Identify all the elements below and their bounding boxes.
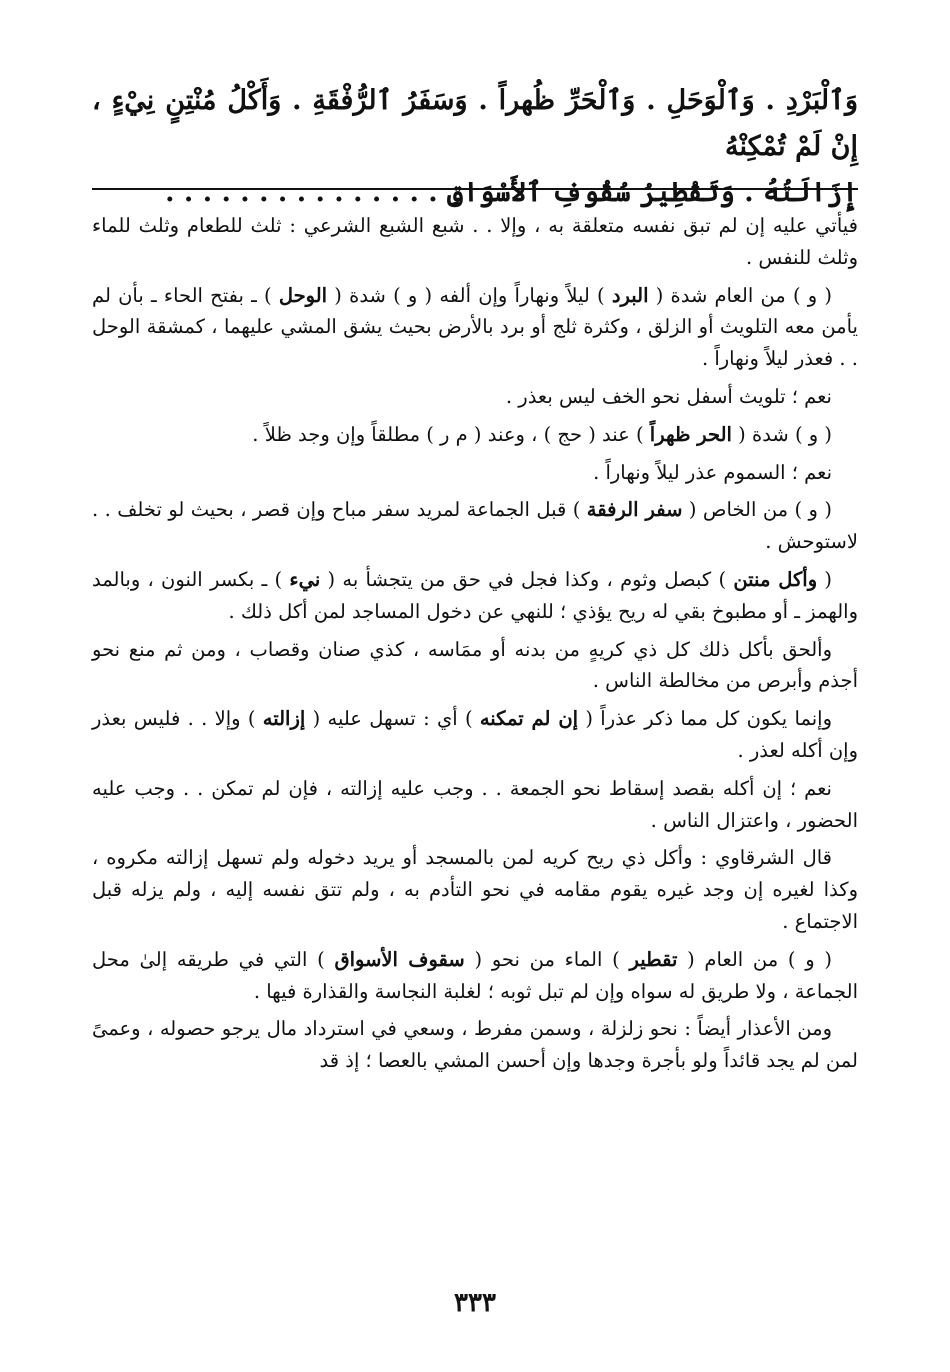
bold-term: وأكل منتن xyxy=(733,567,818,591)
separator-rule xyxy=(92,188,858,190)
paragraph-2: ( و ) من العام شدة ( البرد ) ليلاً ونهاراً وإن ألفه ( و ) شدة ( الوحل ) ـ بفتح الحاء ـ بأن لم يأمن معه التلويث أو الزلق ، وكثرة ثلج أو برد بالأرض بحيث يشق المشي عليهما ، كمشقة الوحل . . فعذر ليلاً ونهاراً . xyxy=(92,283,858,371)
paragraph-8: وألحق بأكل ذلك كل ذي كريهٍ من بدنه أو ممَاسه ، كذي صنان وقصاب ، ومن ثم منع نحو أجذم وأبرص من مخالطة الناس . xyxy=(92,637,858,693)
paragraph-7: ( وأكل منتن ) كبصل وثوم ، وكذا فجل في حق من يتجشأ به ( نيء ) ـ بكسر النون ، وبالمد والهمز ـ أو مطبوخ بقي له ريح يؤذي ؛ للنهي عن دخول المساجد لمن أكل ذلك . xyxy=(92,567,858,623)
matn-dots: . . . . . . . . . . . . . . . xyxy=(165,177,438,208)
commentary-text xyxy=(92,210,858,1083)
bold-term: نيء xyxy=(289,567,321,591)
bold-term: سقوف الأسواق xyxy=(334,947,465,971)
matn-text xyxy=(92,78,858,216)
paragraph-3: نعم ؛ تلويث أسفل نحو الخف ليس بعذر . xyxy=(505,384,832,408)
page-number: ٣٣٣ xyxy=(454,1288,496,1318)
bold-term: إزالته xyxy=(262,707,306,731)
bold-term: الوحل xyxy=(278,283,328,307)
bold-term: إن لم تمكنه xyxy=(479,707,579,731)
paragraph-11: قال الشرقاوي : وأكل ذي ريح كريه لمن بالمسجد أو يريد دخوله ولم تسهل إزالته مكروه ، وكذا لغيره إن وجد غيره يقوم مقامه في نحو التأدم به ، ولم تتق نفسه إليه ، ولم يزله قبل الاجتماع . xyxy=(92,846,858,933)
paragraph-4: ( و ) شدة ( الحر ظهراً ) عند ( حج ) ، وعند ( م ر ) مطلقاً وإن وجد ظلاً . xyxy=(252,422,832,446)
bold-term: الحر ظهراً xyxy=(649,422,732,446)
bold-term: سفر الرفقة xyxy=(586,498,683,522)
bold-term: تقطير xyxy=(629,947,678,971)
bold-term: البرد xyxy=(611,283,649,307)
matn-line-2: إِزَالَتُهُ . وَتَقْطِيرُ سُقُوفِ ٱلأَسْوَاقِ xyxy=(447,177,858,208)
paragraph-10: نعم ؛ إن أكله بقصد إسقاط نحو الجمعة . . وجب عليه إزالته ، فإن لم تمكن . . وجب عليه الحضور ، واعتزال الناس . xyxy=(92,776,858,832)
paragraph-1: فيأتي عليه إن لم تبق نفسه متعلقة به ، وإلا . . شبع الشبع الشرعي : ثلث للطعام وثلث للماء وثلث للنفس . xyxy=(92,214,858,269)
paragraph-9: وإنما يكون كل مما ذكر عذراً ( إن لم تمكنه ) أي : تسهل عليه ( إزالته ) وإلا . . فليس بعذر وإن أكله لعذر . xyxy=(92,707,858,762)
paragraph-6: ( و ) من الخاص ( سفر الرفقة ) قبل الجماعة لمريد سفر مباح وإن قصر ، بحيث لو تخلف . . لاستوحش . xyxy=(92,498,858,554)
matn-line-1: وَٱلْبَرْدِ . وَٱلْوَحَلِ . وَٱلْحَرِّ ظُهراً . وَسَفَرُ ٱلرُّفْقَةِ . وَأَكْلُ مُنْتِنٍ نِيْءٍ ، إِنْ لَمْ تُمْكِنْهُ xyxy=(92,85,858,162)
paragraph-13: ومن الأعذار أيضاً : نحو زلزلة ، وسمن مفرط ، وسعي في استرداد مال يرجو حصوله ، وعمىً لمن لم يجد قائداً ولو بأجرة وجدها وإن أحسن المشي بالعصا ؛ إذ قد xyxy=(92,1017,858,1073)
paragraph-12: ( و ) من العام ( تقطير ) الماء من نحو ( سقوف الأسواق ) التي في طريقه إلىٰ محل الجماعة ، ولا طريق له سواه وإن لم تبل ثوبه ؛ لغلبة النجاسة والقذارة فيها . xyxy=(92,947,858,1003)
paragraph-5: نعم ؛ السموم عذر ليلاً ونهاراً . xyxy=(593,460,832,484)
